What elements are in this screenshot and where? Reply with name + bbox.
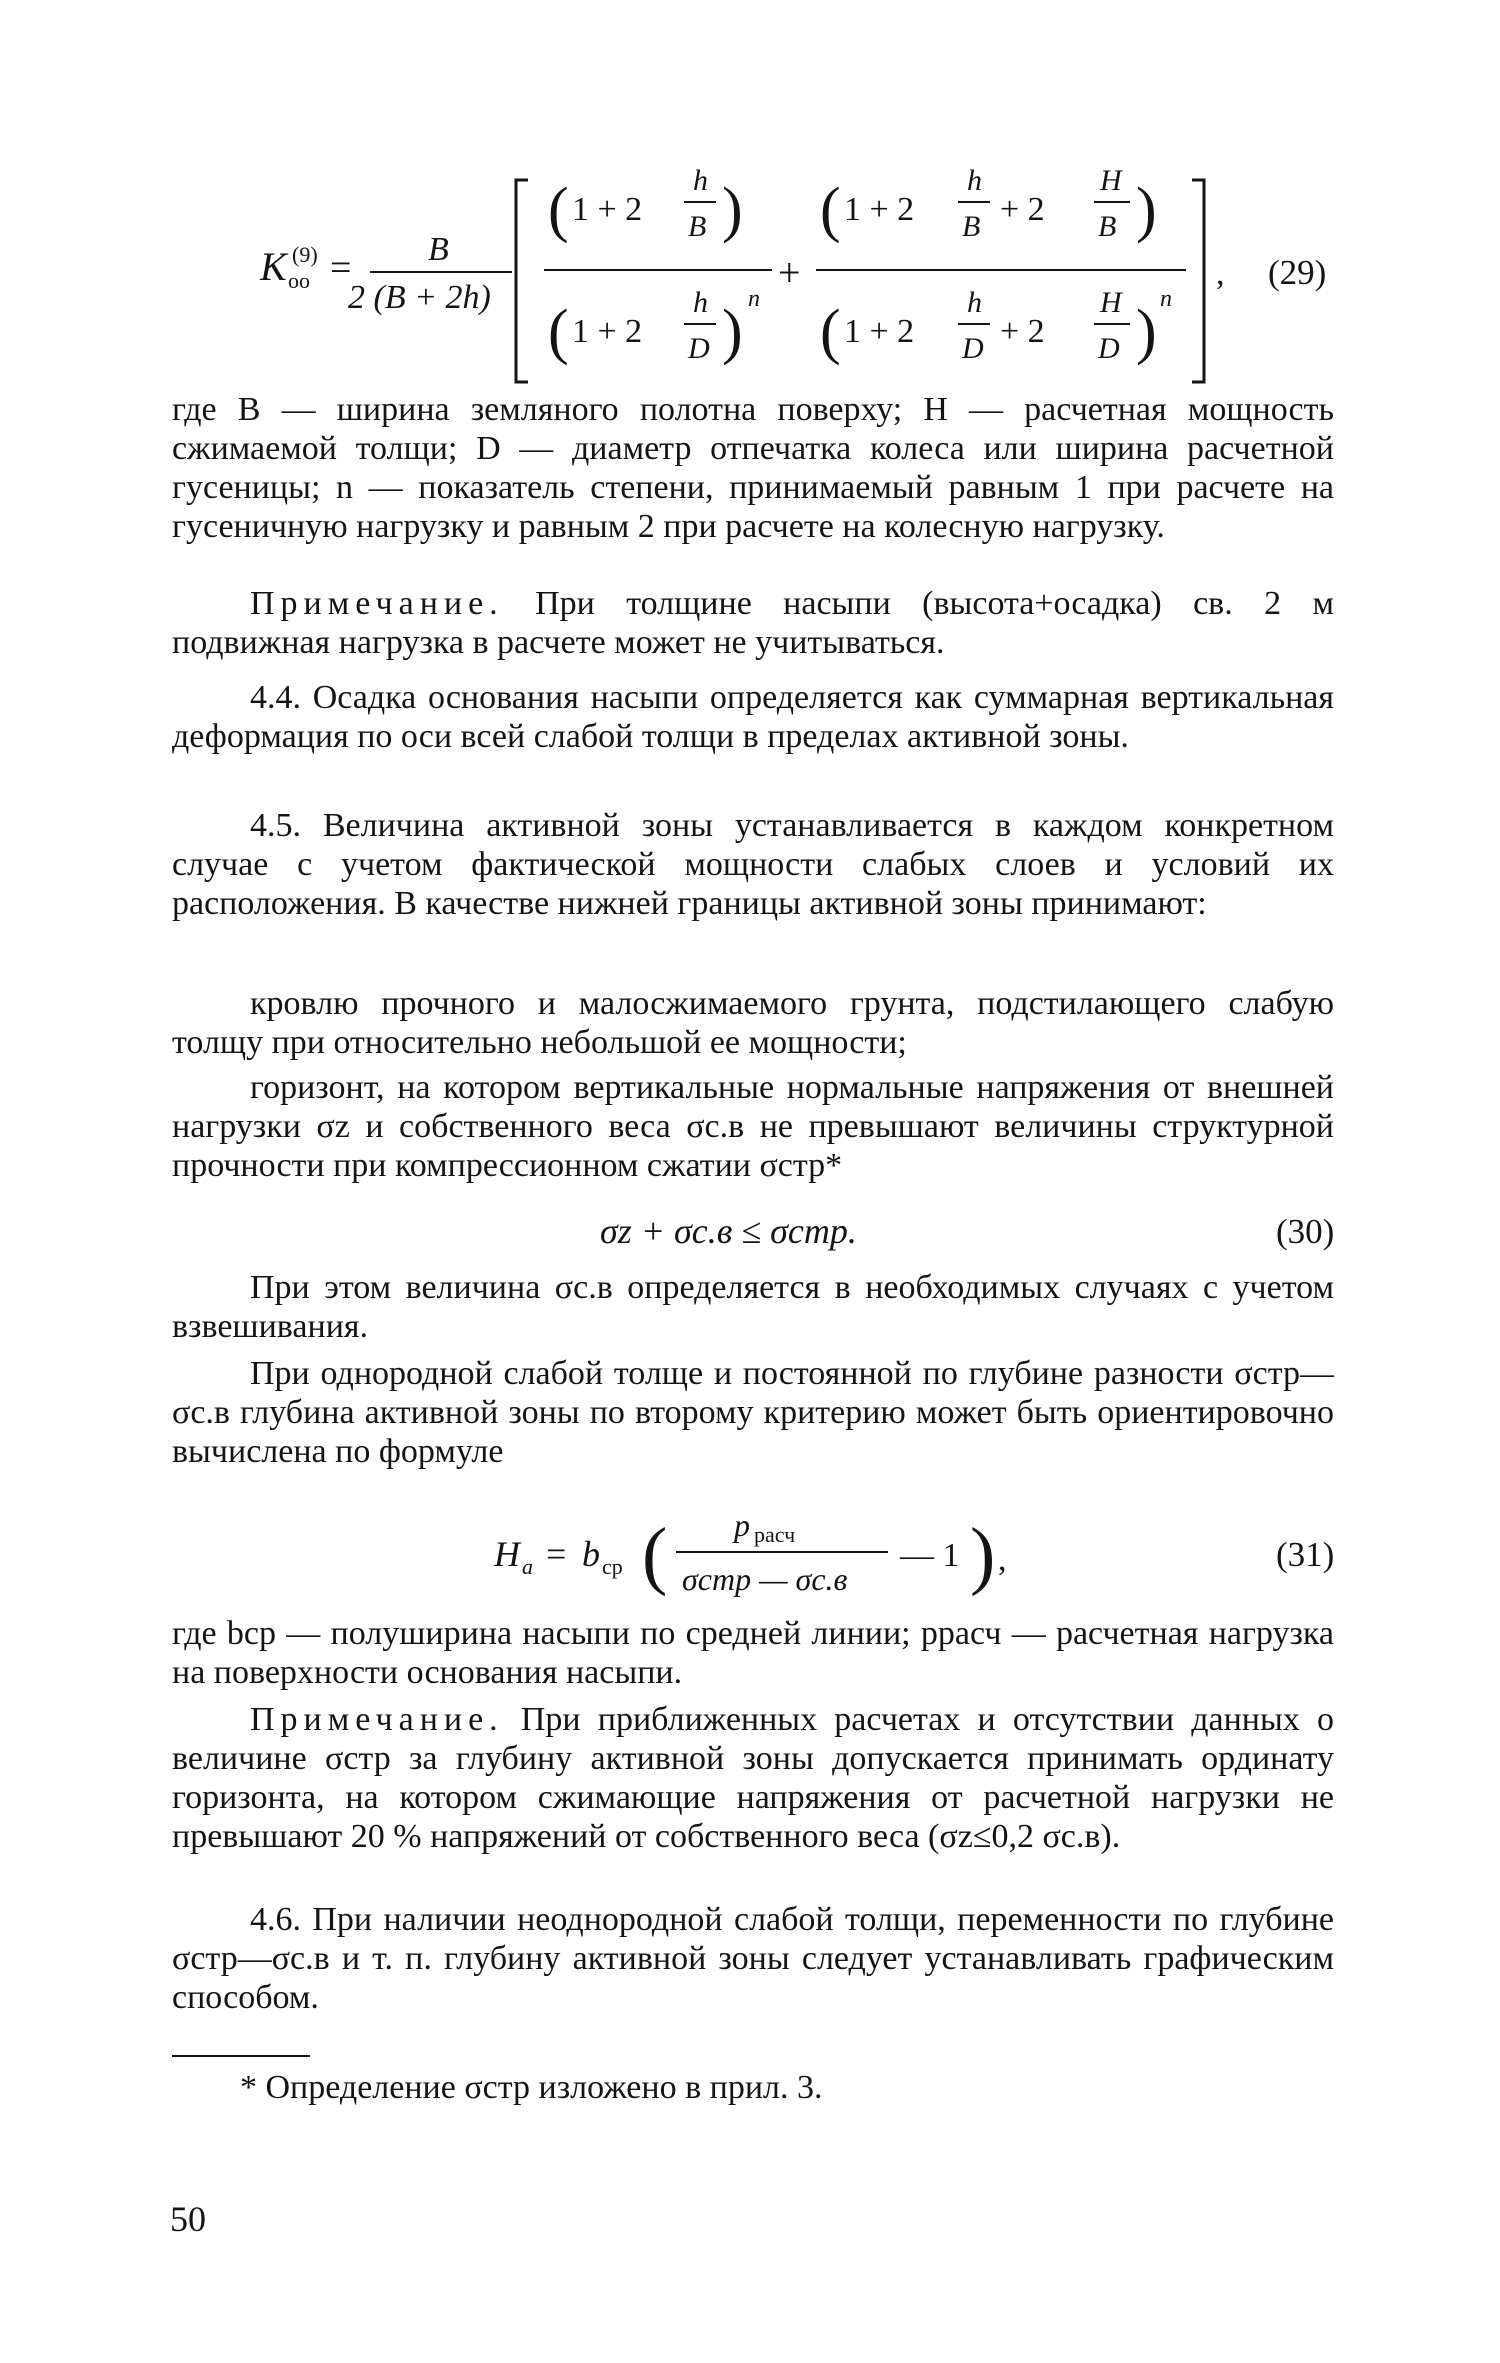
svg-text:H: H (494, 1534, 520, 1574)
svg-text:H: H (1100, 164, 1122, 197)
formula-29-lhs: K (260, 244, 287, 289)
svg-text:D: D (688, 332, 710, 365)
footnote-rule (172, 2054, 312, 2058)
svg-text:+ 2: + 2 (1000, 313, 1045, 350)
svg-text:(: ( (642, 1513, 668, 1597)
note-2 (172, 1700, 1334, 1856)
svg-text:a: a (522, 1554, 533, 1579)
svg-text:D: D (962, 332, 984, 365)
svg-text:h: h (967, 164, 982, 197)
formula-29-lhs-sub: oo (288, 268, 310, 293)
svg-text:): ) (1136, 176, 1157, 244)
svg-text:n: n (748, 286, 760, 312)
svg-text:h: h (967, 286, 982, 319)
svg-text:D: D (1098, 332, 1120, 365)
svg-text:h: h (693, 164, 708, 197)
para-homogeneous: При однородной слабой толще и постоянной по глубине разности σстр—σс.в глубина активной зоны по второму критерию может быть ориентировочно вычислена по формуле (172, 1355, 1334, 1470)
page-number: 50 (170, 2199, 206, 2239)
formula-29-number: (29) (1268, 253, 1327, 292)
formula-31-number: (31) (1276, 1535, 1335, 1574)
svg-text:): ) (722, 298, 743, 366)
para-29-definitions: где B — ширина земляного полотна поверху; H — расчетная мощность сжимаемой толщи; D — диаметр отпечатка колеса или ширина расчетной гусеницы; n — показатель степени, принимаемый равным 1 при расчете на гусеничную нагрузку и равным 2 при расчете на колесную нагрузку. (172, 391, 1334, 545)
svg-text:): ) (722, 176, 743, 244)
formula-30: σz + σс.в ≤ σстр. (600, 1211, 857, 1251)
svg-text:расч: расч (754, 1522, 796, 1547)
formula-29-front-den: 2 (B + 2h) (348, 279, 491, 316)
svg-text:+: + (778, 250, 801, 295)
svg-text:1 + 2: 1 + 2 (844, 313, 915, 350)
formula-29-lhs-sup: (9) (292, 242, 318, 267)
svg-text:(: ( (548, 176, 569, 244)
svg-text:): ) (970, 1513, 996, 1597)
formula-29-front-num: B (428, 231, 449, 268)
note-2-text: При приближенных расчетах и отсутствии данных о величине σстр за глубину активной зоны допускается принимать ординату горизонта, на котором сжимающие напряжения от расчетной нагрузки не превышают 20 % напряжений от собственного веса (σz≤0,2 σс.в). (172, 1701, 1334, 1855)
svg-text:h: h (693, 286, 708, 319)
formula-29 (0, 150, 1500, 410)
formula-29-t2-num: 1 + 2 (844, 191, 915, 228)
svg-text:=: = (546, 1534, 567, 1574)
svg-text:p: p (734, 1507, 750, 1543)
svg-text:): ) (1136, 298, 1157, 366)
para-after-31: где bср — полуширина насыпи по средней линии; pрасч — расчетная нагрузка на поверхности основания насыпи. (172, 1615, 1334, 1691)
svg-text:,: , (1216, 255, 1225, 292)
note-2-lead: Примечание. (250, 1701, 504, 1738)
svg-text:— 1: — 1 (900, 1537, 960, 1574)
note-1-lead: Примечание. (250, 585, 504, 622)
svg-text:n: n (1160, 286, 1172, 312)
formula-30-number: (30) (1276, 1212, 1335, 1251)
note-1 (172, 584, 1334, 662)
svg-text:B: B (962, 210, 981, 243)
section-4-4: 4.4. Осадка основания насыпи определяется как суммарная вертикальная деформация по оси всей слабой толщи в пределах активной зоны. (172, 679, 1334, 755)
para-after-30: При этом величина σс.в определяется в необходимых случаях с учетом взвешивания. (172, 1269, 1334, 1345)
svg-text:(: ( (820, 176, 841, 244)
section-4-6: 4.6. При наличии неоднородной слабой толщи, переменности по глубине σстр—σс.в и т. п. глубину активной зоны следует устанавливать графическим способом. (172, 1901, 1334, 2016)
svg-text:B: B (1098, 210, 1117, 243)
svg-text:1 + 2: 1 + 2 (572, 313, 643, 350)
section-4-5-item-a: кровлю прочного и малосжимаемого грунта, подстилающего слабую толщу при относительно небольшой ее мощности; (172, 985, 1334, 1061)
svg-text:(: ( (548, 298, 569, 366)
note-1-text: При толщине насыпи (высота+осадка) св. 2 м подвижная нагрузка в расчете может не учитываться. (172, 585, 1334, 661)
section-4-5-item-b: горизонт, на котором вертикальные нормальные напряжения от внешней нагрузки σz и собственного веса σс.в не превышают величины структурной прочности при компрессионном сжатии σстр* (172, 1069, 1334, 1184)
svg-text:H: H (1100, 286, 1122, 319)
svg-text:+ 2: + 2 (1000, 191, 1045, 228)
footnote: * Определение σстр изложено в прил. 3. (240, 2069, 823, 2106)
formula-29-t1-num: 1 + 2 (572, 191, 643, 228)
formula-31 (0, 1500, 1500, 1620)
section-4-5: 4.5. Величина активной зоны устанавливается в каждом конкретном случае с учетом фактической мощности слабых слоев и условий их расположения. В качестве нижней границы активной зоны принимают: (172, 807, 1334, 922)
svg-text:,: , (998, 1541, 1007, 1578)
svg-text:σстр — σс.в: σстр — σс.в (682, 1561, 848, 1597)
svg-text:=: = (330, 247, 352, 289)
svg-text:(: ( (820, 298, 841, 366)
svg-text:b: b (582, 1534, 600, 1574)
svg-text:ср: ср (602, 1554, 623, 1579)
svg-text:B: B (688, 210, 707, 243)
